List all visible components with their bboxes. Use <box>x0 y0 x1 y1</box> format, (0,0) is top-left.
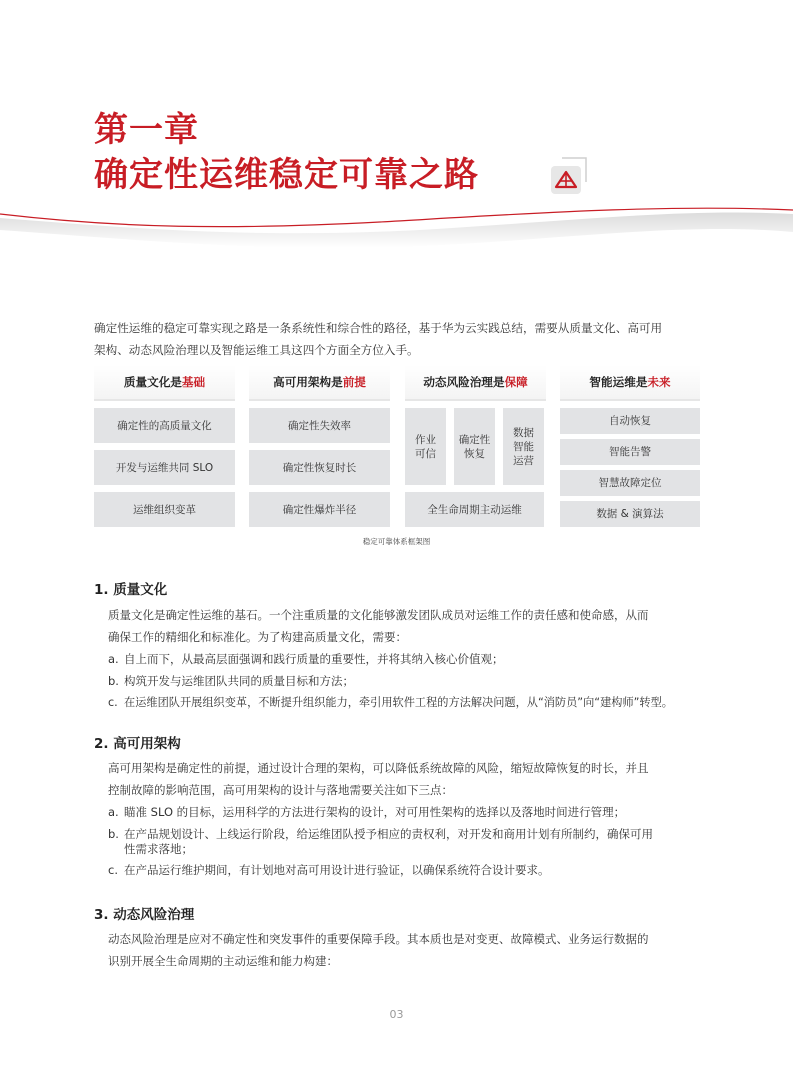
intro-line: 确定性运维的稳定可靠实现之路是一条系统性和综合性的路径，基于华为云实践总结，需要从质量文化、高可用 <box>94 321 663 335</box>
framework-cell: 智慧故障定位 <box>560 470 700 496</box>
section-heading: 3. 动态风险治理 <box>94 907 195 923</box>
paragraph-line: 控制故障的影响范围，高可用架构的设计与落地需要关注如下三点： <box>108 783 453 797</box>
paragraph-line: 识别开展全生命周期的主动运维和能力构建： <box>108 954 338 968</box>
paragraph-line: 质量文化是确定性运维的基石。一个注重质量的文化能够激发团队成员对运维工作的责任感和使命感，从而 <box>108 608 649 622</box>
list-item: a. 自上而下，从最高层面强调和践行质量的重要性，并将其纳入核心价值观； <box>108 652 504 666</box>
list-item-continuation: 性需求落地； <box>124 842 193 856</box>
chapter-title: 确定性运维稳定可靠之路 <box>94 155 479 195</box>
page-number: 03 <box>389 1008 404 1021</box>
intro-paragraph <box>94 317 704 361</box>
paragraph-line: 确保工作的精细化和标准化。为了构建高质量文化，需要： <box>108 630 407 644</box>
chapter-logo-icon <box>546 156 590 198</box>
chapter-number: 第一章 <box>94 110 199 150</box>
framework-cell: 确定性的高质量文化 <box>94 408 235 443</box>
framework-column-title: 智能运维是 未来 <box>560 365 700 401</box>
intro-line: 架构、动态风险治理以及智能运维工具这四个方面全方位入手。 <box>94 343 419 357</box>
header-wave-decoration <box>0 200 793 270</box>
framework-cell: 数据 & 演算法 <box>560 501 700 527</box>
list-item: a. 瞄准 SLO 的目标，运用科学的方法进行架构的设计，对可用性架构的选择以及落地时间进行管理； <box>108 805 626 819</box>
section-heading: 2. 高可用架构 <box>94 736 181 752</box>
section-paragraph <box>108 928 704 972</box>
framework-cell: 运维组织变革 <box>94 492 235 527</box>
framework-cell: 确定性恢复时长 <box>249 450 390 485</box>
framework-cell: 作业 可信 <box>405 408 446 485</box>
paragraph-line: 高可用架构是确定性的前提，通过设计合理的架构，可以降低系统故障的风险，缩短故障恢复的时长，并且 <box>108 761 649 775</box>
framework-column-title: 高可用架构是 前提 <box>249 365 390 401</box>
paragraph-line: 动态风险治理是应对不确定性和突发事件的重要保障手段。其本质也是对变更、故障模式、业务运行数据的 <box>108 932 649 946</box>
section-paragraph <box>108 604 704 648</box>
framework-cell: 自动恢复 <box>560 408 700 434</box>
list-item: b. 在产品规划设计、上线运行阶段，给运维团队授予相应的责权利，对开发和商用计划有所制约，确保可用 <box>108 827 653 841</box>
framework-cell: 确定性爆炸半径 <box>249 492 390 527</box>
framework-column-title: 动态风险治理是 保障 <box>405 365 546 401</box>
list-item: c. 在运维团队开展组织变革，不断提升组织能力，牵引用软件工程的方法解决问题，从“消防员”向“建构师”转型。 <box>108 696 673 709</box>
framework-cell: 确定性失效率 <box>249 408 390 443</box>
framework-cell: 全生命周期主动运维 <box>405 492 544 527</box>
framework-caption: 稳定可靠体系框架图 <box>362 537 431 546</box>
framework-cell: 确定性 恢复 <box>454 408 495 485</box>
section-heading: 1. 质量文化 <box>94 582 168 598</box>
framework-cell: 开发与运维共同 SLO <box>94 450 235 485</box>
list-item: c. 在产品运行维护期间，有计划地对高可用设计进行验证，以确保系统符合设计要求。 <box>108 863 550 877</box>
list-item: b. 构筑开发与运维团队共同的质量目标和方法； <box>108 674 354 688</box>
section-paragraph <box>108 757 704 801</box>
framework-column-title: 质量文化是 基础 <box>94 365 235 401</box>
framework-cell: 数据 智能 运营 <box>503 408 544 485</box>
framework-cell: 智能告警 <box>560 439 700 465</box>
